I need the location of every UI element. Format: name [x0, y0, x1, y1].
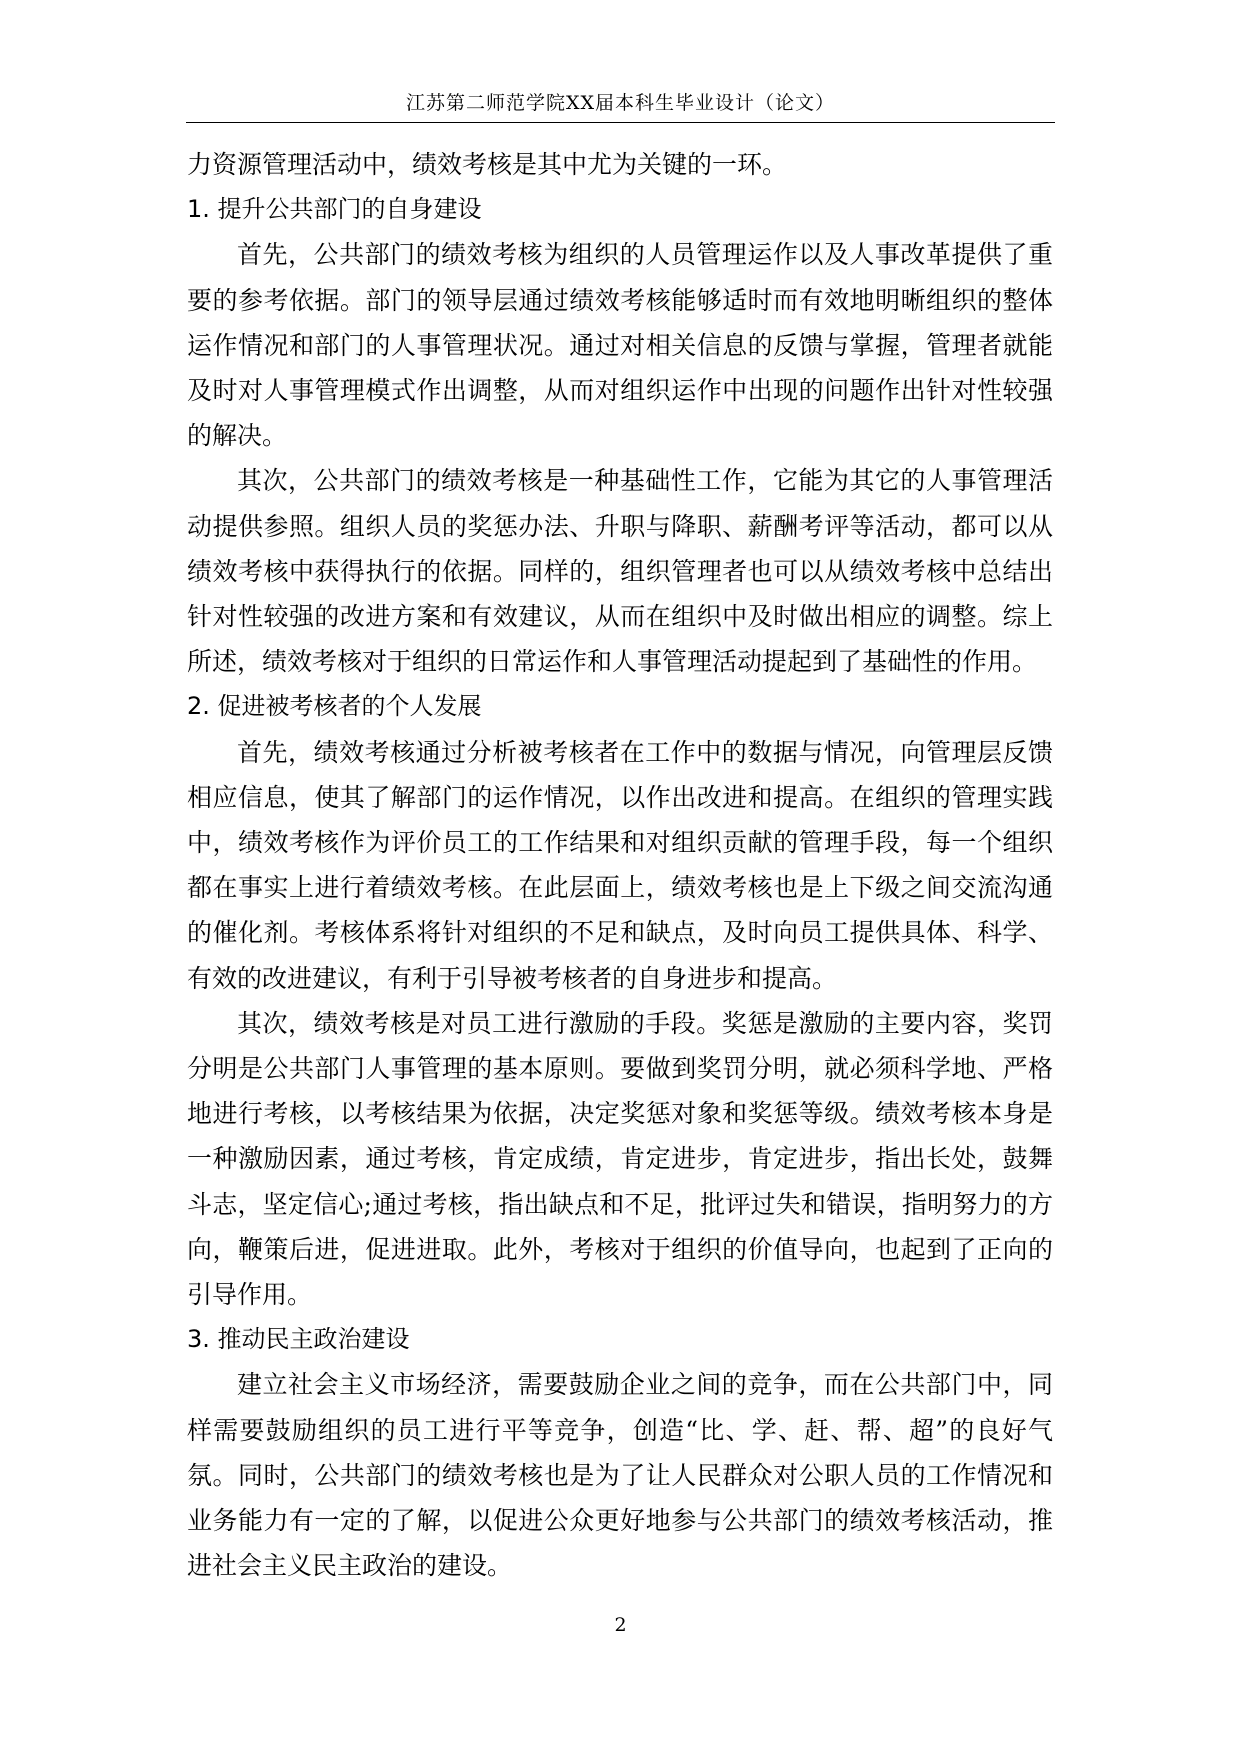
- section-heading-3: 3. 推动民主政治建设: [187, 1325, 410, 1354]
- section-1-paragraph-2: 其次，公共部门的绩效考核是一种基础性工作，它能为其它的人事管理活动提供参照。组织人员的奖惩办法、升职与降职、薪酬考评等活动，都可以从绩效考核中获得执行的依据。同样的，组织管理者也可以从绩效考核中总结出针对性较强的改进方案和有效建议，从而在组织中及时做出相应的调整。综上所述，绩效考核对于组织的日常运作和人事管理活动提起到了基础性的作用。: [187, 466, 1053, 677]
- running-header: 江苏第二师范学院XX届本科生毕业设计（论文）: [405, 92, 836, 114]
- section-2-paragraph-1: 首先，绩效考核通过分析被考核者在工作中的数据与情况，向管理层反馈相应信息，使其了解部门的运作情况，以作出改进和提高。在组织的管理实践中，绩效考核作为评价员工的工作结果和对组织贡献的管理手段，每一个组织都在事实上进行着绩效考核。在此层面上，绩效考核也是上下级之间交流沟通的催化剂。考核体系将针对组织的不足和缺点，及时向员工提供具体、科学、有效的改进建议，有利于引导被考核者的自身进步和提高。: [187, 737, 1053, 993]
- body-text: [187, 142, 1053, 1589]
- header-rule: [186, 122, 1055, 123]
- page-number: 2: [614, 1614, 627, 1636]
- section-1-paragraph-1: 首先，公共部门的绩效考核为组织的人员管理运作以及人事改革提供了重要的参考依据。部门的领导层通过绩效考核能够适时而有效地明晰组织的整体运作情况和部门的人事管理状况。通过对相关信息的反馈与掌握，管理者就能及时对人事管理模式作出调整，从而对组织运作中出现的问题作出针对性较强的解决。: [187, 240, 1053, 451]
- section-2-paragraph-2: 其次，绩效考核是对员工进行激励的手段。奖惩是激励的主要内容，奖罚分明是公共部门人事管理的基本原则。要做到奖罚分明，就必须科学地、严格地进行考核，以考核结果为依据，决定奖惩对象和奖惩等级。绩效考核本身是一种激励因素，通过考核，肯定成绩，肯定进步，肯定进步，指出长处，鼓舞斗志，坚定信心;通过考核，指出缺点和不足，批评过失和错误，指明努力的方向，鞭策后进，促进进取。此外，考核对于组织的价值导向，也起到了正向的引导作用。: [187, 1008, 1053, 1310]
- intro-paragraph: 力资源管理活动中，绩效考核是其中尤为关键的一环。: [187, 150, 788, 179]
- section-heading-2: 2. 促进被考核者的个人发展: [187, 692, 482, 721]
- section-heading-1: 1. 提升公共部门的自身建设: [187, 195, 482, 224]
- section-3-paragraph-1: 建立社会主义市场经济，需要鼓励企业之间的竞争，而在公共部门中，同样需要鼓励组织的员工进行平等竞争，创造“比、学、赶、帮、超”的良好气氛。同时，公共部门的绩效考核也是为了让人民群众对公职人员的工作情况和业务能力有一定的了解，以促进公众更好地参与公共部门的绩效考核活动，推进社会主义民主政治的建设。: [187, 1370, 1053, 1581]
